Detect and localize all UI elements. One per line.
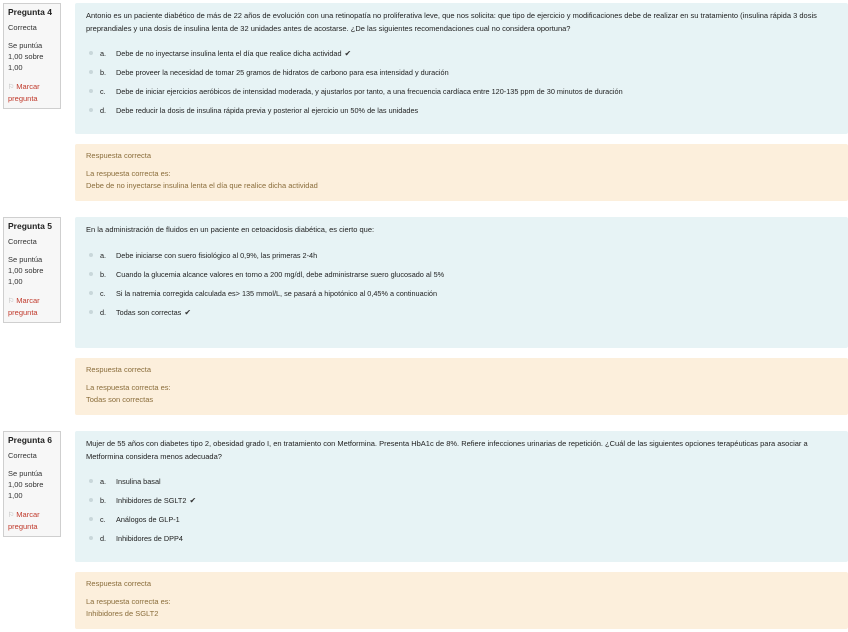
answer-option-b[interactable]: b. Cuando la glucemia alcance valores en torno a 200 mg/dl, debe administrarse suero glucosado al 5% (86, 265, 838, 284)
feedback-answer: Debe de no inyectarse insulina lenta el día que realice dicha actividad (86, 181, 318, 190)
radio-icon[interactable] (89, 70, 93, 74)
flag-question-link[interactable]: ⚐ Marcar pregunta (8, 510, 40, 531)
feedback-box-6 (75, 572, 848, 629)
flag-question-link[interactable]: ⚐ Marcar pregunta (8, 296, 40, 317)
radio-icon[interactable] (89, 108, 93, 112)
answer-option-d[interactable]: d. Inhibidores de DPP4 (86, 529, 838, 548)
radio-icon[interactable] (89, 291, 93, 295)
question-info-4 (3, 3, 61, 109)
answer-option-c[interactable]: c. Análogos de GLP-1 (86, 510, 838, 529)
answer-option-c[interactable]: c. Si la natremia corregida calculada es> 135 mmol/L, se pasará a hipotónico al 0,45% a continuación (86, 284, 838, 303)
question-state: Correcta (8, 451, 37, 460)
answer-option-a[interactable]: a. Debe de no inyectarse insulina lenta el día que realice dicha actividad ✔ (86, 44, 838, 63)
radio-icon[interactable] (89, 517, 93, 521)
answer-text: Análogos de GLP-1 (116, 515, 180, 524)
answer-text: Debe de iniciar ejercicios aeróbicos de intensidad moderada, y ajustarlos por tanto, a una frecuencia cardíaca entre 120-135 ppm de 30 minutos de duración (116, 87, 623, 96)
answer-option-b[interactable]: b. Debe proveer la necesidad de tomar 25 gramos de hidratos de carbono para esa intensidad y duración (86, 63, 838, 82)
answer-text: Inhibidores de DPP4 (116, 534, 183, 543)
feedback-box-5 (75, 358, 848, 415)
radio-icon[interactable] (89, 253, 93, 257)
radio-icon[interactable] (89, 498, 93, 502)
flag-question-link[interactable]: ⚐ Marcar pregunta (8, 82, 40, 103)
flag-icon: ⚐ (8, 84, 15, 91)
question-grade: Se puntúa 1,00 sobre 1,00 (8, 41, 44, 72)
flag-icon: ⚐ (8, 512, 15, 519)
radio-icon[interactable] (89, 479, 93, 483)
radio-icon[interactable] (89, 536, 93, 540)
question-info-5 (3, 217, 61, 323)
question-text: Mujer de 55 años con diabetes tipo 2, obesidad grado I, en tratamiento con Metformina. Presenta HbA1c de 8%. Refiere infecciones urinarias de repetición. ¿Cuál de las siguientes opciones terapéuticas para asociar a Metformina considera menos adecuada? (86, 439, 808, 461)
radio-icon[interactable] (89, 51, 93, 55)
answer-text: Debe de no inyectarse insulina lenta el día que realice dicha actividad ✔ (116, 49, 352, 58)
feedback-title: Respuesta correcta (86, 365, 152, 374)
answer-text: Insulina basal (116, 477, 161, 486)
check-icon: ✔ (344, 49, 352, 58)
feedback-label: La respuesta correcta es: (86, 383, 171, 392)
answer-text: Debe proveer la necesidad de tomar 25 gramos de hidratos de carbono para esa intensidad y duración (116, 68, 449, 77)
feedback-box-4 (75, 144, 848, 201)
question-number: Pregunta 4 (8, 7, 52, 17)
radio-icon[interactable] (89, 89, 93, 93)
answer-text: Todas son correctas ✔ (116, 307, 192, 317)
feedback-title: Respuesta correcta (86, 151, 152, 160)
question-state: Correcta (8, 237, 37, 246)
answer-option-a[interactable]: a. Insulina basal (86, 472, 838, 491)
answer-text: Inhibidores de SGLT2 ✔ (116, 496, 197, 505)
question-formulation-4 (75, 3, 848, 134)
check-icon: ✔ (184, 307, 192, 317)
flag-icon: ⚐ (8, 298, 15, 305)
question-number: Pregunta 6 (8, 435, 52, 445)
radio-icon[interactable] (89, 272, 93, 276)
answer-text: Si la natremia corregida calculada es> 135 mmol/L, se pasará a hipotónico al 0,45% a continuación (116, 288, 438, 298)
question-formulation-5 (75, 217, 848, 348)
answer-text: Debe iniciarse con suero fisiológico al 0,9%, las primeras 2-4h (116, 250, 318, 260)
answer-option-a[interactable]: a. Debe iniciarse con suero fisiológico al 0,9%, las primeras 2-4h (86, 246, 838, 265)
question-grade: Se puntúa 1,00 sobre 1,00 (8, 469, 44, 500)
answer-list (86, 44, 838, 120)
question-info-6 (3, 431, 61, 537)
question-formulation-6 (75, 431, 848, 562)
answer-option-b[interactable]: b. Inhibidores de SGLT2 ✔ (86, 491, 838, 510)
question-grade: Se puntúa 1,00 sobre 1,00 (8, 255, 44, 286)
check-icon: ✔ (189, 496, 197, 505)
question-number: Pregunta 5 (8, 221, 52, 231)
answer-list (86, 472, 838, 548)
answer-option-c[interactable]: c. Debe de iniciar ejercicios aeróbicos de intensidad moderada, y ajustarlos por tanto, a una frecuencia cardíaca entre 120-135 ppm de 30 minutos de duración (86, 82, 838, 101)
answer-text: Debe reducir la dosis de insulina rápida previa y posterior al ejercicio un 50% de las unidades (116, 106, 419, 115)
feedback-label: La respuesta correcta es: (86, 169, 171, 178)
answer-list (86, 246, 838, 322)
question-text: Antonio es un paciente diabético de más de 22 años de evolución con una retinopatía no proliferativa leve, que nos solicita: que tipo de ejercicio y modificaciones debe de realizar en su tratamiento (insulina rápida 3 dosis preprandiales y una dosis de insulina lenta de 32 unidades antes de acostarse. ¿De las siguientes recomendaciones cual no considera oportuna? (86, 11, 817, 33)
question-state: Correcta (8, 23, 37, 32)
radio-icon[interactable] (89, 310, 93, 314)
feedback-title: Respuesta correcta (86, 579, 152, 588)
answer-text: Cuando la glucemia alcance valores en torno a 200 mg/dl, debe administrarse suero glucosado al 5% (116, 269, 445, 279)
answer-option-d[interactable]: d. Todas son correctas ✔ (86, 303, 838, 322)
feedback-label: La respuesta correcta es: (86, 597, 171, 606)
question-text: En la administración de fluidos en un paciente en cetoacidosis diabética, es cierto que: (86, 225, 375, 234)
feedback-answer: Inhibidores de SGLT2 (86, 609, 159, 618)
feedback-answer: Todas son correctas (86, 395, 154, 404)
answer-option-d[interactable]: d. Debe reducir la dosis de insulina rápida previa y posterior al ejercicio un 50% de las unidades (86, 101, 838, 120)
